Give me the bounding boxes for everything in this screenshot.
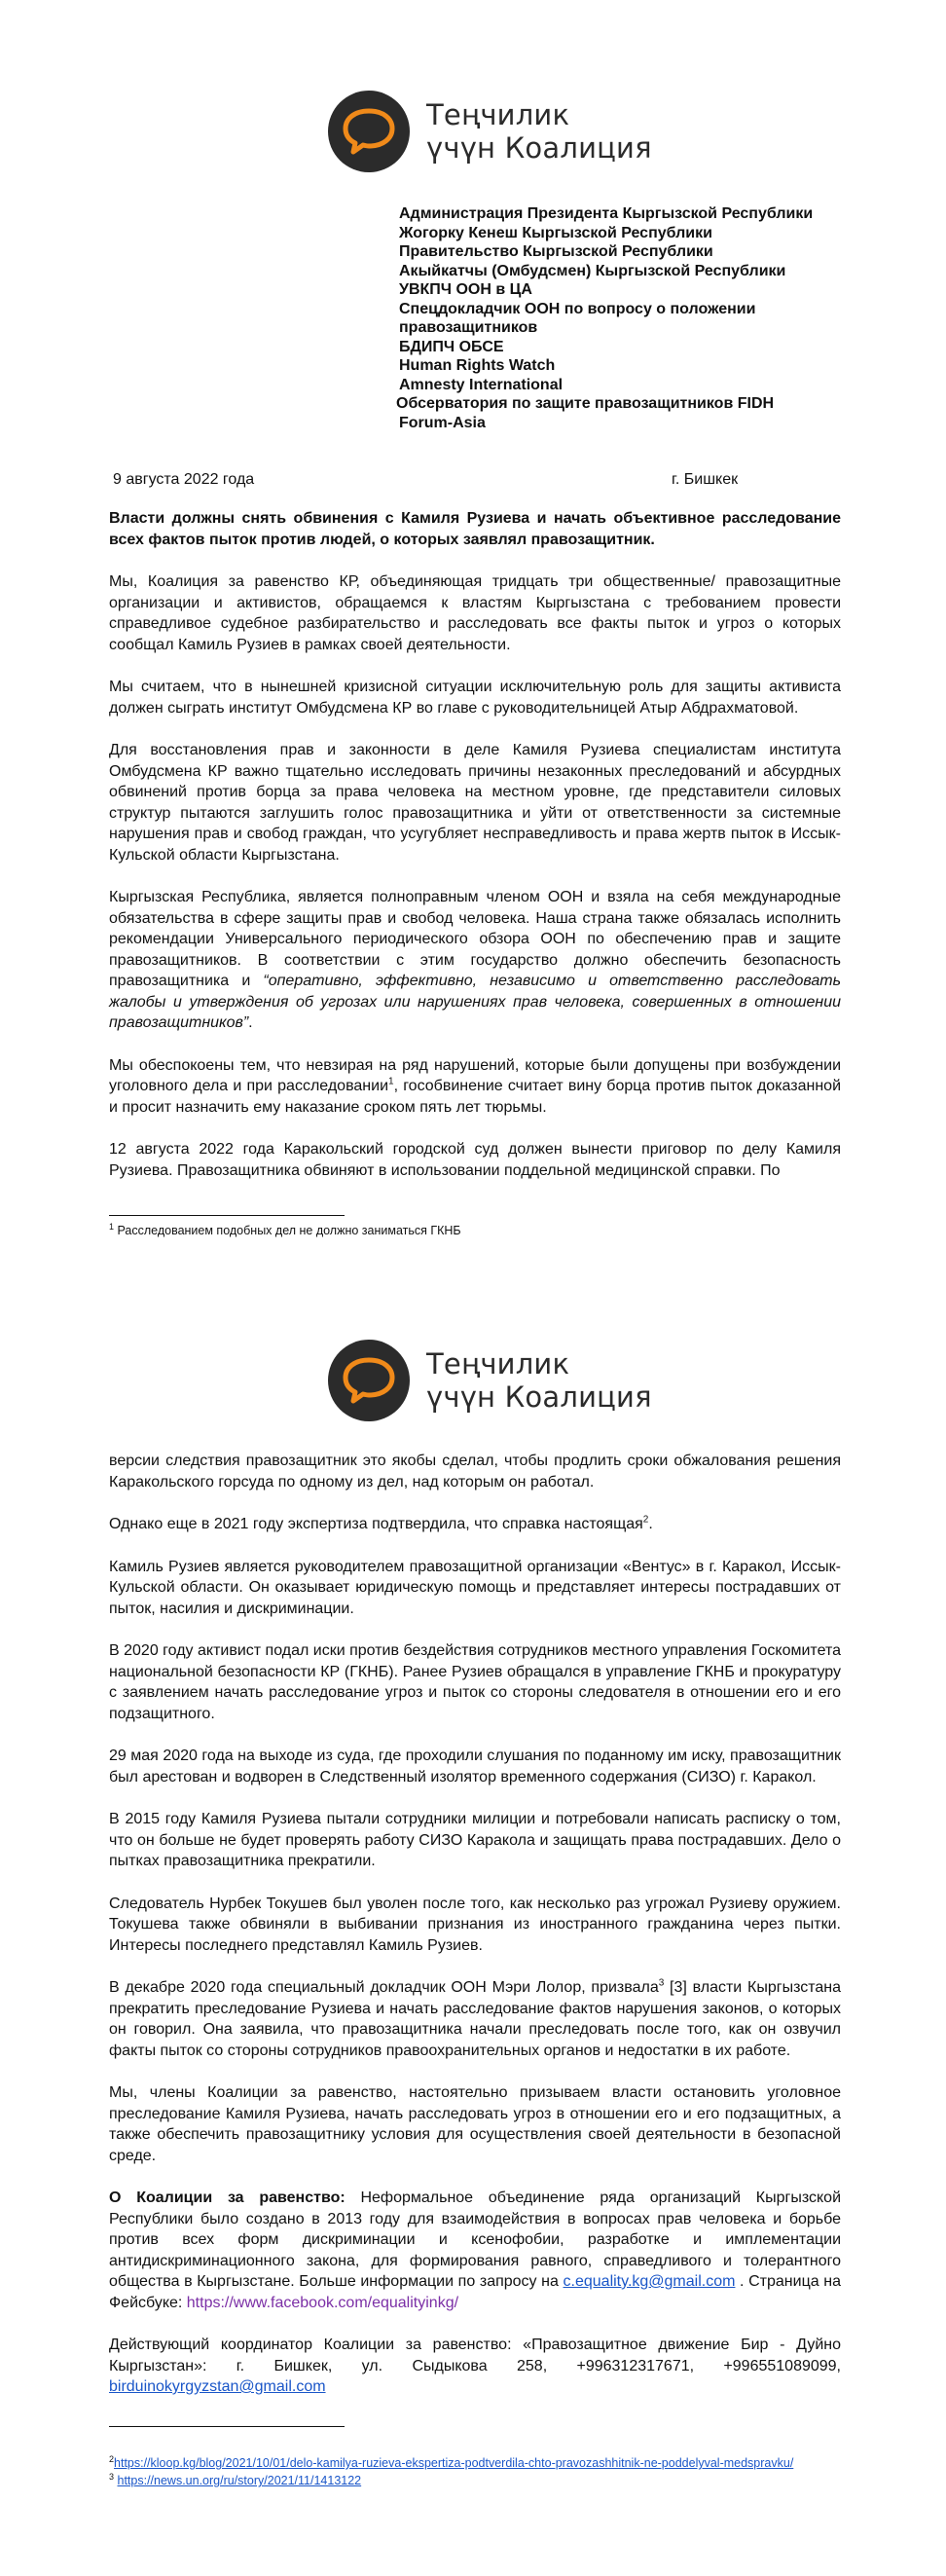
quoted-obligation: “оперативно, эффективно, независимо и ответственно расследовать жалобы и утверждения об угрозах или нарушениях прав человека, совершенных в отношении правозащитников” [109, 973, 841, 1031]
letter-page-1 [0, 0, 946, 1275]
paragraph: Мы обеспокоены тем, что невзирая на ряд нарушений, которые были допущены при возбуждении уголовного дела и при расследовании$^1$, гособвинение считает вину борца против пыток доказанной и просит назначить ему наказание сроком пять лет тюрьмы. [109, 1056, 841, 1116]
paragraph: Для восстановления прав и законности в деле Камиля Рузиева специалистам института Омбудсмена КР важно тщательно исследовать причины незаконных преследований и абсурдных обвинений против борца за права человека на местном уровне, где представители силовых структур пытаются заглушить голос правозащитника и уйти от ответственности за системные нарушения прав и свобод граждан, что усугубляет несправедливость и права жертв пыток в Иссык- Кульской области Кыргызстана. [109, 742, 841, 864]
paragraph: версии следствия правозащитник это якобы сделал, чтобы продлить сроки обжалования решения Каракольского горсуда по одному из дел, над которым он работал. [109, 1453, 841, 1490]
addressee-block [396, 204, 856, 432]
logo-line-2: үчүн Коалиция [426, 1380, 652, 1414]
page-1-body [109, 508, 841, 1202]
footnote-2: $^2$https://kloop.kg/blog/2021/10/01/delo-kamilya-ruzieva-ekspertiza-podtverdila-chto-pravozashhitnik-ne-poddelyval-medspravku/ [109, 2453, 794, 2470]
paragraph: Следователь Нурбек Токушев был уволен после того, как несколько раз угрожал Рузиеву оружием. Токушева также обвиняли в выбивании признания из иностранного гражданина через пытки. Интересы последнего представлял Камиль Рузиев. [109, 1895, 841, 1954]
speech-bubble-logo-icon [327, 1339, 411, 1422]
addressee-line: Human Rights Watch [399, 357, 556, 374]
addressee-line: Обсерватория по защите правозащитников FIDH [396, 395, 775, 412]
letter-title: Власти должны снять обвинения с Камиля Рузиева и начать объективное расследование всех фактов пыток против людей, о которых заявлял правозащитник. [109, 510, 841, 548]
logo-line-2: үчүн Коалиция [426, 131, 652, 165]
footnote-ref-2: 2 [642, 1514, 649, 1526]
about-heading: О Коалиции за равенство: [109, 2190, 346, 2206]
logo-line-1: Теңчилик [426, 98, 570, 131]
paragraph: Мы, члены Коалиции за равенство, настоятельно призываем власти остановить уголовное преследование Камиля Рузиева, начать расследовать угроз в отношении его и его подзащитных, а также обеспечить правозащитнику условия для осуществления своей деятельности в безопасной среде. [109, 2084, 841, 2164]
addressee-line: Правительство Кыргызской Республики [399, 243, 713, 260]
footnote-1: $^1$ Расследованием подобных дел не должно заниматься ГКНБ [109, 1221, 461, 1237]
footnote-separator [109, 2426, 345, 2427]
letter-date: 9 августа 2022 года [113, 471, 255, 488]
paragraph: 12 августа 2022 года Каракольский городской суд должен вынести приговор по делу Камиля Рузиева. Правозащитника обвиняют в использовании поддельной медицинской справки. По [109, 1141, 841, 1179]
paragraph: Кыргызская Республика, является полноправным членом ООН и взяла на себя международные обязательства в сфере защиты прав и свобод человека. Наша страна также обязалась исполнить рекомендации Универсального периодического обзора ООН по обеспечению прав и защите правозащитников. В соответствии с этим государство должно обеспечить безопасность правозащитника и “оперативно, эффективно, независимо и ответственно расследовать жалобы и утверждения об угрозах или нарушениях прав человека, совершенных в отношении правозащитников”. [109, 889, 841, 1031]
footnote-3: $^3$ https://news.un.org/ru/story/2021/11/1413122 [109, 2471, 362, 2487]
paragraph: Камиль Рузиев является руководителем правозащитной организации «Вентус» в г. Каракол, Иссык-Кульской области. Он оказывает юридическую помощь и представляет интересы пострадавших от пыток, насилия и дискриминации. [109, 1558, 841, 1617]
footnote-ref-3: 3 [658, 1977, 665, 1989]
coordinator-paragraph: Действующий координатор Коалиции за равенство: «Правозащитное движение Бир - Дуйно Кыргызстан»: г. Бишкек, ул. Сыдыкова 258, +996312317671, +996551089099, birduinokyrgyzstan@gmail.com [109, 2337, 841, 2395]
addressee-line: Forum-Asia [399, 414, 486, 431]
letter-page-2 [0, 1275, 946, 2576]
addressee-line: БДИПЧ ОБСЕ [399, 338, 504, 355]
paragraph: Мы, Коалиция за равенство КР, объединяющая тридцать три общественные/ правозащитные организации и активистов, обращаемся к властям Кыргызстана с требованием провести справедливое судебное разбирательство и расследовать все факты пыток и угроз о которых сообщал Камиль Рузиев в рамках своей деятельности. [109, 573, 841, 653]
addressee-line: Спецдокладчик ООН по вопросу о положении [399, 300, 756, 317]
speech-bubble-logo-icon [327, 90, 411, 173]
paragraph: Мы считаем, что в нынешней кризисной ситуации исключительную роль для защиты активиста должен сыграть институт Омбудсмена КР во главе с руководительницей Атыр Абдрахматовой. [109, 679, 841, 717]
addressee-line: Жогорку Кенеш Кыргызской Республики [399, 224, 712, 241]
facebook-page-link[interactable]: https://www.facebook.com/equalityinkg/ [186, 2294, 459, 2311]
addressee-line: Акыйкатчы (Омбудсмен) Кыргызской Республики [399, 262, 786, 279]
footnote-3-link[interactable]: https://news.un.org/ru/story/2021/11/1413122 [117, 2474, 362, 2487]
coalition-logo [327, 83, 652, 180]
footnote-ref-1: 1 [388, 1076, 394, 1087]
paragraph: В декабре 2020 года специальный докладчик ООН Мэри Лолор, призвала$^3$ [3] власти Кыргызстана прекратить преследование Рузиева и начать расследование фактов нарушения законов, о которых он говорил. Она заявила, что правозащитника начали преследовать после того, как он озвучил факты пыток со стороны сотрудников правоохранительных органов и недостатки в их работе. [109, 1977, 842, 2059]
footnote-separator [109, 1215, 345, 1216]
about-coalition-paragraph: О Коалиции за равенство: Неформальное объединение ряда организаций Кыргызской Республики было создано в 2013 году для взаимодействия в вопросах прав человека и борьбе против всех форм дискриминации и ксенофобии, разработке и имплементации антидискриминационного закона, для формирования равного, справедливого и толерантного общества в Кыргызстане. Больше информации по запросу на c.equality.kg@gmail.com . Страница на Фейсбуке: https://www.facebook.com/equalityinkg/ [109, 2190, 842, 2311]
logo-wordmark [426, 98, 652, 165]
coordinator-email-link[interactable]: birduinokyrgyzstan@gmail.com [109, 2378, 326, 2395]
coalition-logo [327, 1332, 652, 1429]
coalition-email-link[interactable]: c.equality.kg@gmail.com [563, 2273, 736, 2290]
paragraph: В 2015 году Камиля Рузиева пытали сотрудники милиции и потребовали написать расписку о том, что он больше не будет проверять работу СИЗО Каракола и защищать права пострадавших. Дело о пытках правозащитника прекратили. [109, 1811, 841, 1869]
footnote-2-link[interactable]: https://kloop.kg/blog/2021/10/01/delo-kamilya-ruzieva-ekspertiza-podtverdila-chto-pravozashhitnik-ne-poddelyval-medspravku/ [114, 2456, 794, 2470]
letter-city: г. Бишкек [672, 471, 739, 488]
page-2-body [109, 1451, 841, 2419]
addressee-line: УВКПЧ ООН в ЦА [399, 281, 532, 298]
logo-wordmark [426, 1347, 652, 1414]
addressee-line: Администрация Президента Кыргызской Республики [399, 205, 814, 222]
paragraph: В 2020 году активист подал иски против бездействия сотрудников местного управления Госкомитета национальной безопасности КР (ГКНБ). Ранее Рузиев обращался в управление ГКНБ и прокуратуру с заявлением начать расследование угроз и пыток со стороны следователя в отношении его и его подзащитного. [109, 1642, 841, 1722]
addressee-line: Amnesty International [399, 376, 564, 393]
paragraph: Однако еще в 2021 году экспертиза подтвердила, что справка настоящая$^2$. [109, 1514, 653, 1532]
logo-line-1: Теңчилик [426, 1347, 570, 1380]
paragraph: 29 мая 2020 года на выходе из суда, где проходили слушания по поданному им иску, правозащитник был арестован и водворен в Следственный изолятор временного содержания (СИЗО) г. Каракол. [109, 1748, 841, 1785]
addressee-line: правозащитников [399, 319, 538, 336]
